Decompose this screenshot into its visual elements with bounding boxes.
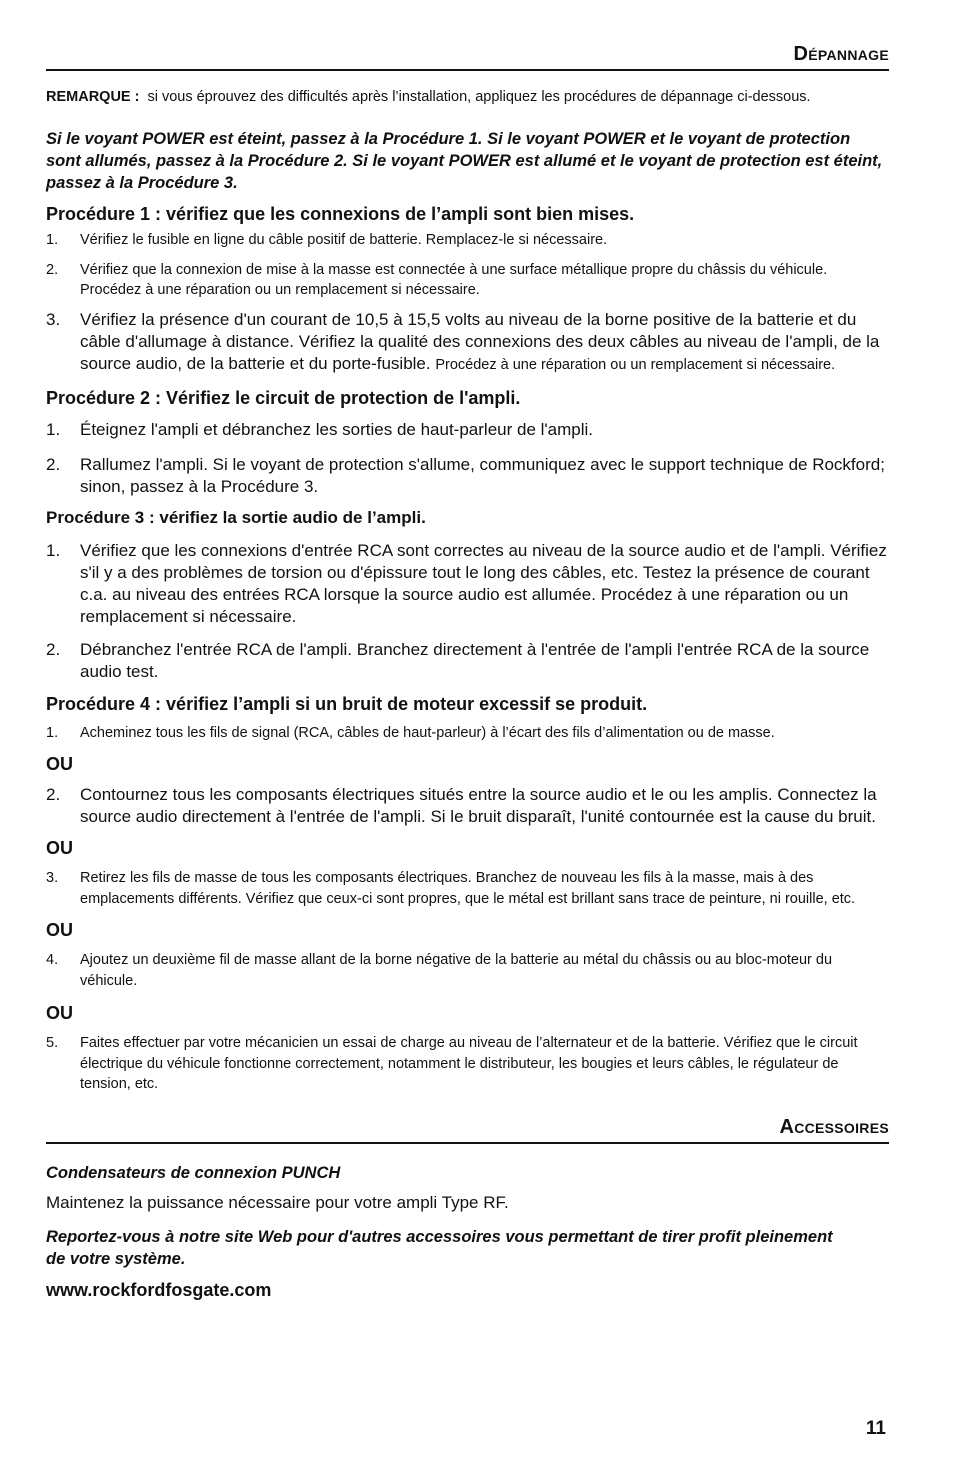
list-item: 3. Retirez les fils de masse de tous les composants électriques. Branchez de nouveau les fils à la masse, mais à des emplacements différents. Vérifiez que ceux-ci sont propres, que le métal est brillant sans trace de peinture, ni rouille, etc. [46, 870, 856, 907]
remark-label: REMARQUE : [46, 89, 140, 105]
procedure-4-step-4 [46, 950, 889, 991]
procedure-1-step-3 [46, 309, 889, 376]
list-item: 2. Vérifiez que la connexion de mise à la masse est connectée à une surface métallique propre du châssis du véhicule. Procédez à une réparation ou un remplacement si nécessaire. [46, 261, 828, 298]
step-text: Vérifiez la présence d'un courant de 10,5 à 15,5 volts au niveau de la borne positive de la batterie et du câble d'allumage à distance. Vérifiez la qualité des connexions des deux câbles au niveau de l'ampli, de la source audio, de la batterie et du porte-fusible. [80, 309, 880, 373]
or-label: OU [46, 754, 73, 774]
list-item: 1. Acheminez tous les fils de signal (RCA, câbles de haut-parleur) à l’écart des fils d’alimentation ou de masse. [46, 724, 775, 741]
procedure-2-title: Procédure 2 : Vérifiez le circuit de protection de l'ampli. [46, 387, 521, 408]
list-item: 2. Rallumez l'ampli. Si le voyant de protection s'allume, communiquez avec le support technique de Rockford; sinon, passez à la Procédure 3. [46, 454, 885, 496]
step-text-small: Procédez à une réparation ou un remplacement si nécessaire. [435, 356, 836, 373]
list-item: 1. Éteignez l'ampli et débranchez les sorties de haut-parleur de l'ampli. [46, 419, 593, 439]
procedure-4-step-2 [46, 784, 889, 828]
procedure-4-step-1 [46, 723, 889, 744]
section-header-accessoires: Accessoires [46, 1113, 889, 1144]
list-item: 4. Ajoutez un deuxième fil de masse allant de la borne négative de la batterie au métal du châssis ou au bloc-moteur du véhicule. [46, 952, 833, 989]
page-number: 11 [865, 1418, 886, 1439]
or-label: OU [46, 920, 73, 940]
procedure-1-steps [46, 230, 889, 301]
accessory-item-text: Maintenez la puissance nécessaire pour votre ampli Type RF. [46, 1192, 509, 1212]
remark-text: si vous éprouvez des difficultés après l’installation, appliquez les procédures de dépannage ci-dessous. [147, 89, 811, 105]
website-link[interactable]: www.rockfordfosgate.com [46, 1279, 272, 1300]
page [46, 40, 889, 1301]
or-label: OU [46, 838, 73, 858]
list-item: 1. Vérifiez que les connexions d'entrée RCA sont correctes au niveau de la source audio et de l'ampli. Vérifiez s'il y a des problèmes de torsion ou d'épissure tout le long des câbles, etc. Testez la présence de courant c.a. au niveau des entrées RCA lorsque la source audio est allumée. Procédez à une réparation ou un remplacement si nécessaire. [46, 540, 887, 626]
procedure-1-title: Procédure 1 : vérifiez que les connexions de l’ampli sont bien mises. [46, 204, 635, 224]
list-item: 2. Débranchez l'entrée RCA de l'ampli. Branchez directement à l'entrée de l'ampli l'entrée RCA de la source audio test. [46, 639, 870, 681]
section-header-depannage: Dépannage [46, 40, 889, 71]
procedure-4-title: Procédure 4 : vérifiez l’ampli si un bruit de moteur excessif se produit. [46, 693, 648, 714]
intro-paragraph: Si le voyant POWER est éteint, passez à la Procédure 1. Si le voyant POWER et le voyant de protection sont allumés, passez à la Procédure 2. Si le voyant POWER est allumé et le voyant de protection est éteint, passez à la Procédure 3. [46, 130, 883, 192]
accessories-promo: Reportez-vous à notre site Web pour d'autres accessoires vous permettant de tirer profit pleinement de votre système. [46, 1227, 833, 1268]
procedure-3-steps [46, 540, 889, 683]
procedure-4-step-3 [46, 868, 889, 909]
procedure-3-title: Procédure 3 : vérifiez la sortie audio de l’ampli. [46, 507, 426, 527]
procedure-2-steps [46, 419, 889, 498]
list-item: 3. Vérifiez la présence d'un courant de 10,5 à 15,5 volts au niveau de la borne positive de la batterie et du câble d'allumage à distance. Vérifiez la qualité des connexions des deux câbles au niveau de l'ampli, de la source audio, de la batterie et du porte-fusible. Procédez à une réparation ou un remplacement si nécessaire. [46, 309, 880, 373]
list-item: 2. Contournez tous les composants électriques situés entre la source audio et le ou les amplis. Connectez la source audio directement à l'entrée de l'ampli. Si le bruit disparaît, l'unité contournée est la cause du bruit. [46, 785, 877, 826]
or-label: OU [46, 1003, 73, 1023]
list-item: 5. Faites effectuer par votre mécanicien un essai de charge au niveau de l’alternateur et de la batterie. Vérifiez que le circuit électrique du véhicule fonctionne correctement, notamment le distributeur, les bougies et leurs câbles, le régulateur de tension, etc. [46, 1035, 858, 1092]
list-item: 1. Vérifiez le fusible en ligne du câble positif de batterie. Remplacez-le si nécessaire. [46, 232, 608, 248]
accessory-item-title: Condensateurs de connexion PUNCH [46, 1163, 341, 1182]
procedure-4-step-5 [46, 1033, 889, 1095]
remark-note [46, 87, 889, 108]
